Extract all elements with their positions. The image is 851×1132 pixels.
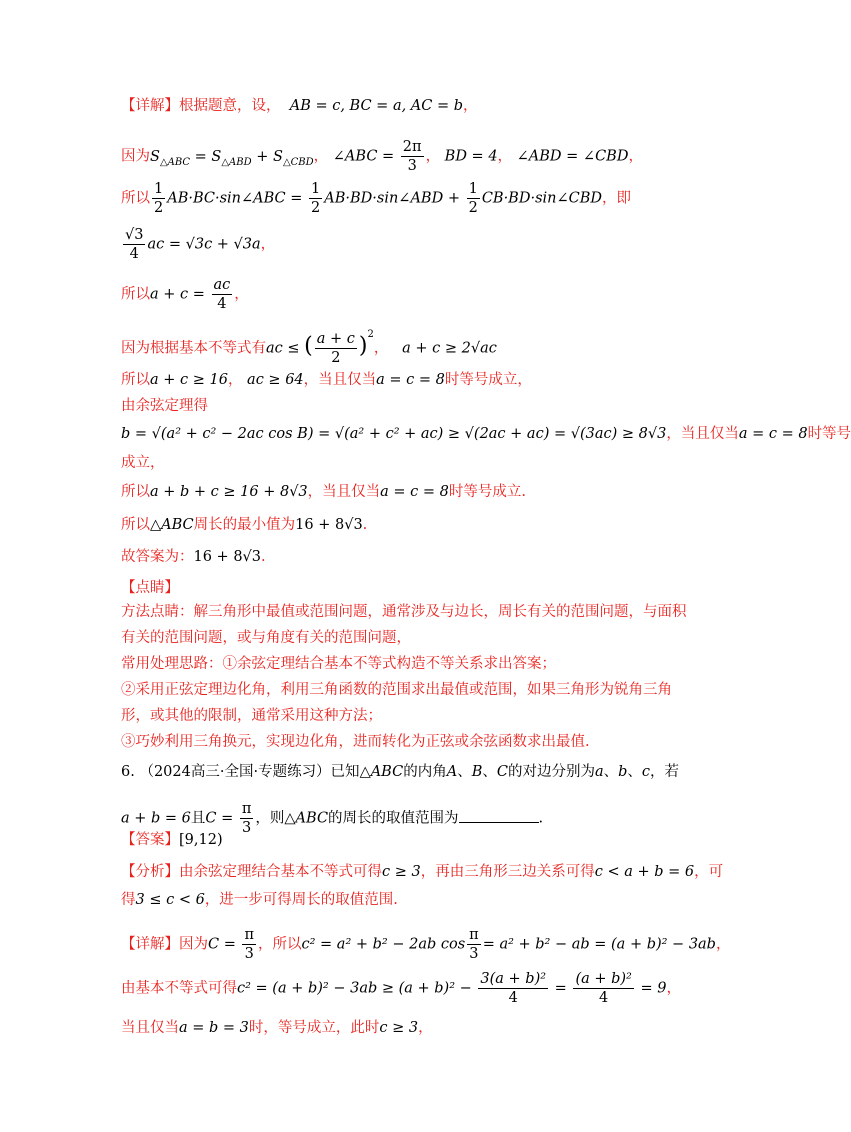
line-equality: 当且仅当a = b = 3时，等号成立，此时c ≥ 3，: [121, 1020, 433, 1036]
line-inequality: 因为根据基本不等式有ac ≤ ( $\frac{a + c}{2}$ )$^2$， a + c ≥ 2√ac: [121, 328, 497, 366]
line-bounds: 所以a + c ≥ 16， ac ≥ 64，当且仅当a = c = 8时等号成立，: [121, 372, 532, 388]
remark-label: 【点睛】: [121, 580, 179, 596]
line-given: 因为$S_{\triangle ABC} = S_{\triangle ABD} + S_{\triangle CBD}$， ∠ABC = $\frac{2\pi}{3}$ ， BD = 4， ∠ABD = ∠CBD，: [121, 139, 643, 174]
line-detail-inequality: 由基本不等式可得c² = (a + b)² − 3ab ≥ (a + b)² − $\frac{\text{3(a + b)²}}{4}$ = $\frac{\text{(a + b)²}}{4}$ = 9，: [121, 971, 681, 1006]
line-b-bound: b = √(a² + c² − 2ac cos B) = √(a² + c² + ac) ≥ √(2ac + ac) = √(3ac) ≥ 8√3，当且仅当a = c = 8时等号: [121, 426, 851, 442]
line-detail-cosine: 【详解】因为C = $\frac{\pi}{3}$ ，所以c² = a² + b² − 2ab cos $\frac{\pi}{3}$ = a² + b² − ab = (a + b)² − 3ab，: [121, 927, 731, 962]
answer-blank: [459, 808, 539, 823]
question-6-cont: a + b = 6且C = $\frac{\pi}{3}$ ，则△ABC的周长的取值范围为 .: [121, 801, 544, 836]
line-perimeter-bound: 所以a + b + c ≥ 16 + 8√3，当且仅当a = c = 8时等号成立.: [121, 484, 527, 500]
method-line-6: ③巧妙利用三角换元，实现边化角，进而转化为正弦或余弦函数求出最值.: [121, 734, 590, 750]
method-line-4: ②采用正弦定理边化角，利用三角函数的范围求出最值或范围，如果三角形为锐角三角: [121, 682, 672, 698]
line-cosine-law: 由余弦定理得: [121, 398, 208, 414]
method-line-1: 方法点睛：解三角形中最值或范围问题，通常涉及与边长，周长有关的范围问题，与面积: [121, 604, 687, 620]
method-line-5: 形，或其他的限制，通常采用这种方法；: [121, 708, 382, 724]
method-line-3: 常用处理思路：①余弦定理结合基本不等式构造不等关系求出答案；: [121, 656, 556, 672]
line-simplified: $\frac{√3}{4}$ ac = √3c + √3a，: [125, 227, 276, 262]
line-analysis-cont: 得3 ≤ c < 6，进一步可得周长的取值范围.: [121, 892, 398, 908]
line-b-bound-cont: 成立，: [121, 455, 165, 471]
question-6: 6. （2024高三·全国·专题练习）已知△ABC的内角A、B、C的对边分别为a、b、c，若: [121, 764, 680, 780]
line-answer: 【答案】[9,12): [121, 832, 223, 848]
method-line-2: 有关的范围问题，或与角度有关的范围问题，: [121, 630, 411, 646]
line-min-perimeter: 所以△ABC周长的最小值为16 + 8√3.: [121, 517, 368, 533]
line-answer-prev: 故答案为：16 + 8√3.: [121, 549, 266, 565]
line-sum: 所以a + c = $\frac{ac}{4}$ ，: [121, 277, 249, 312]
detail-label: 【详解】根据题意，设，: [121, 98, 281, 114]
line-analysis: 【分析】由余弦定理结合基本不等式可得c ≥ 3，再由三角形三边关系可得c < a + b = 6，可: [121, 864, 724, 880]
line-area-equation: 所以 $\frac{1}{2}$ AB·BC·sin∠ABC = $\frac{1}{2}$ AB·BD·sin∠ABD + $\frac{1}{2}$ CB·BD·sin∠CBD，即: [121, 181, 632, 216]
line-detail-intro: 【详解】根据题意，设， AB = c, BC = a, AC = b，: [121, 98, 478, 114]
